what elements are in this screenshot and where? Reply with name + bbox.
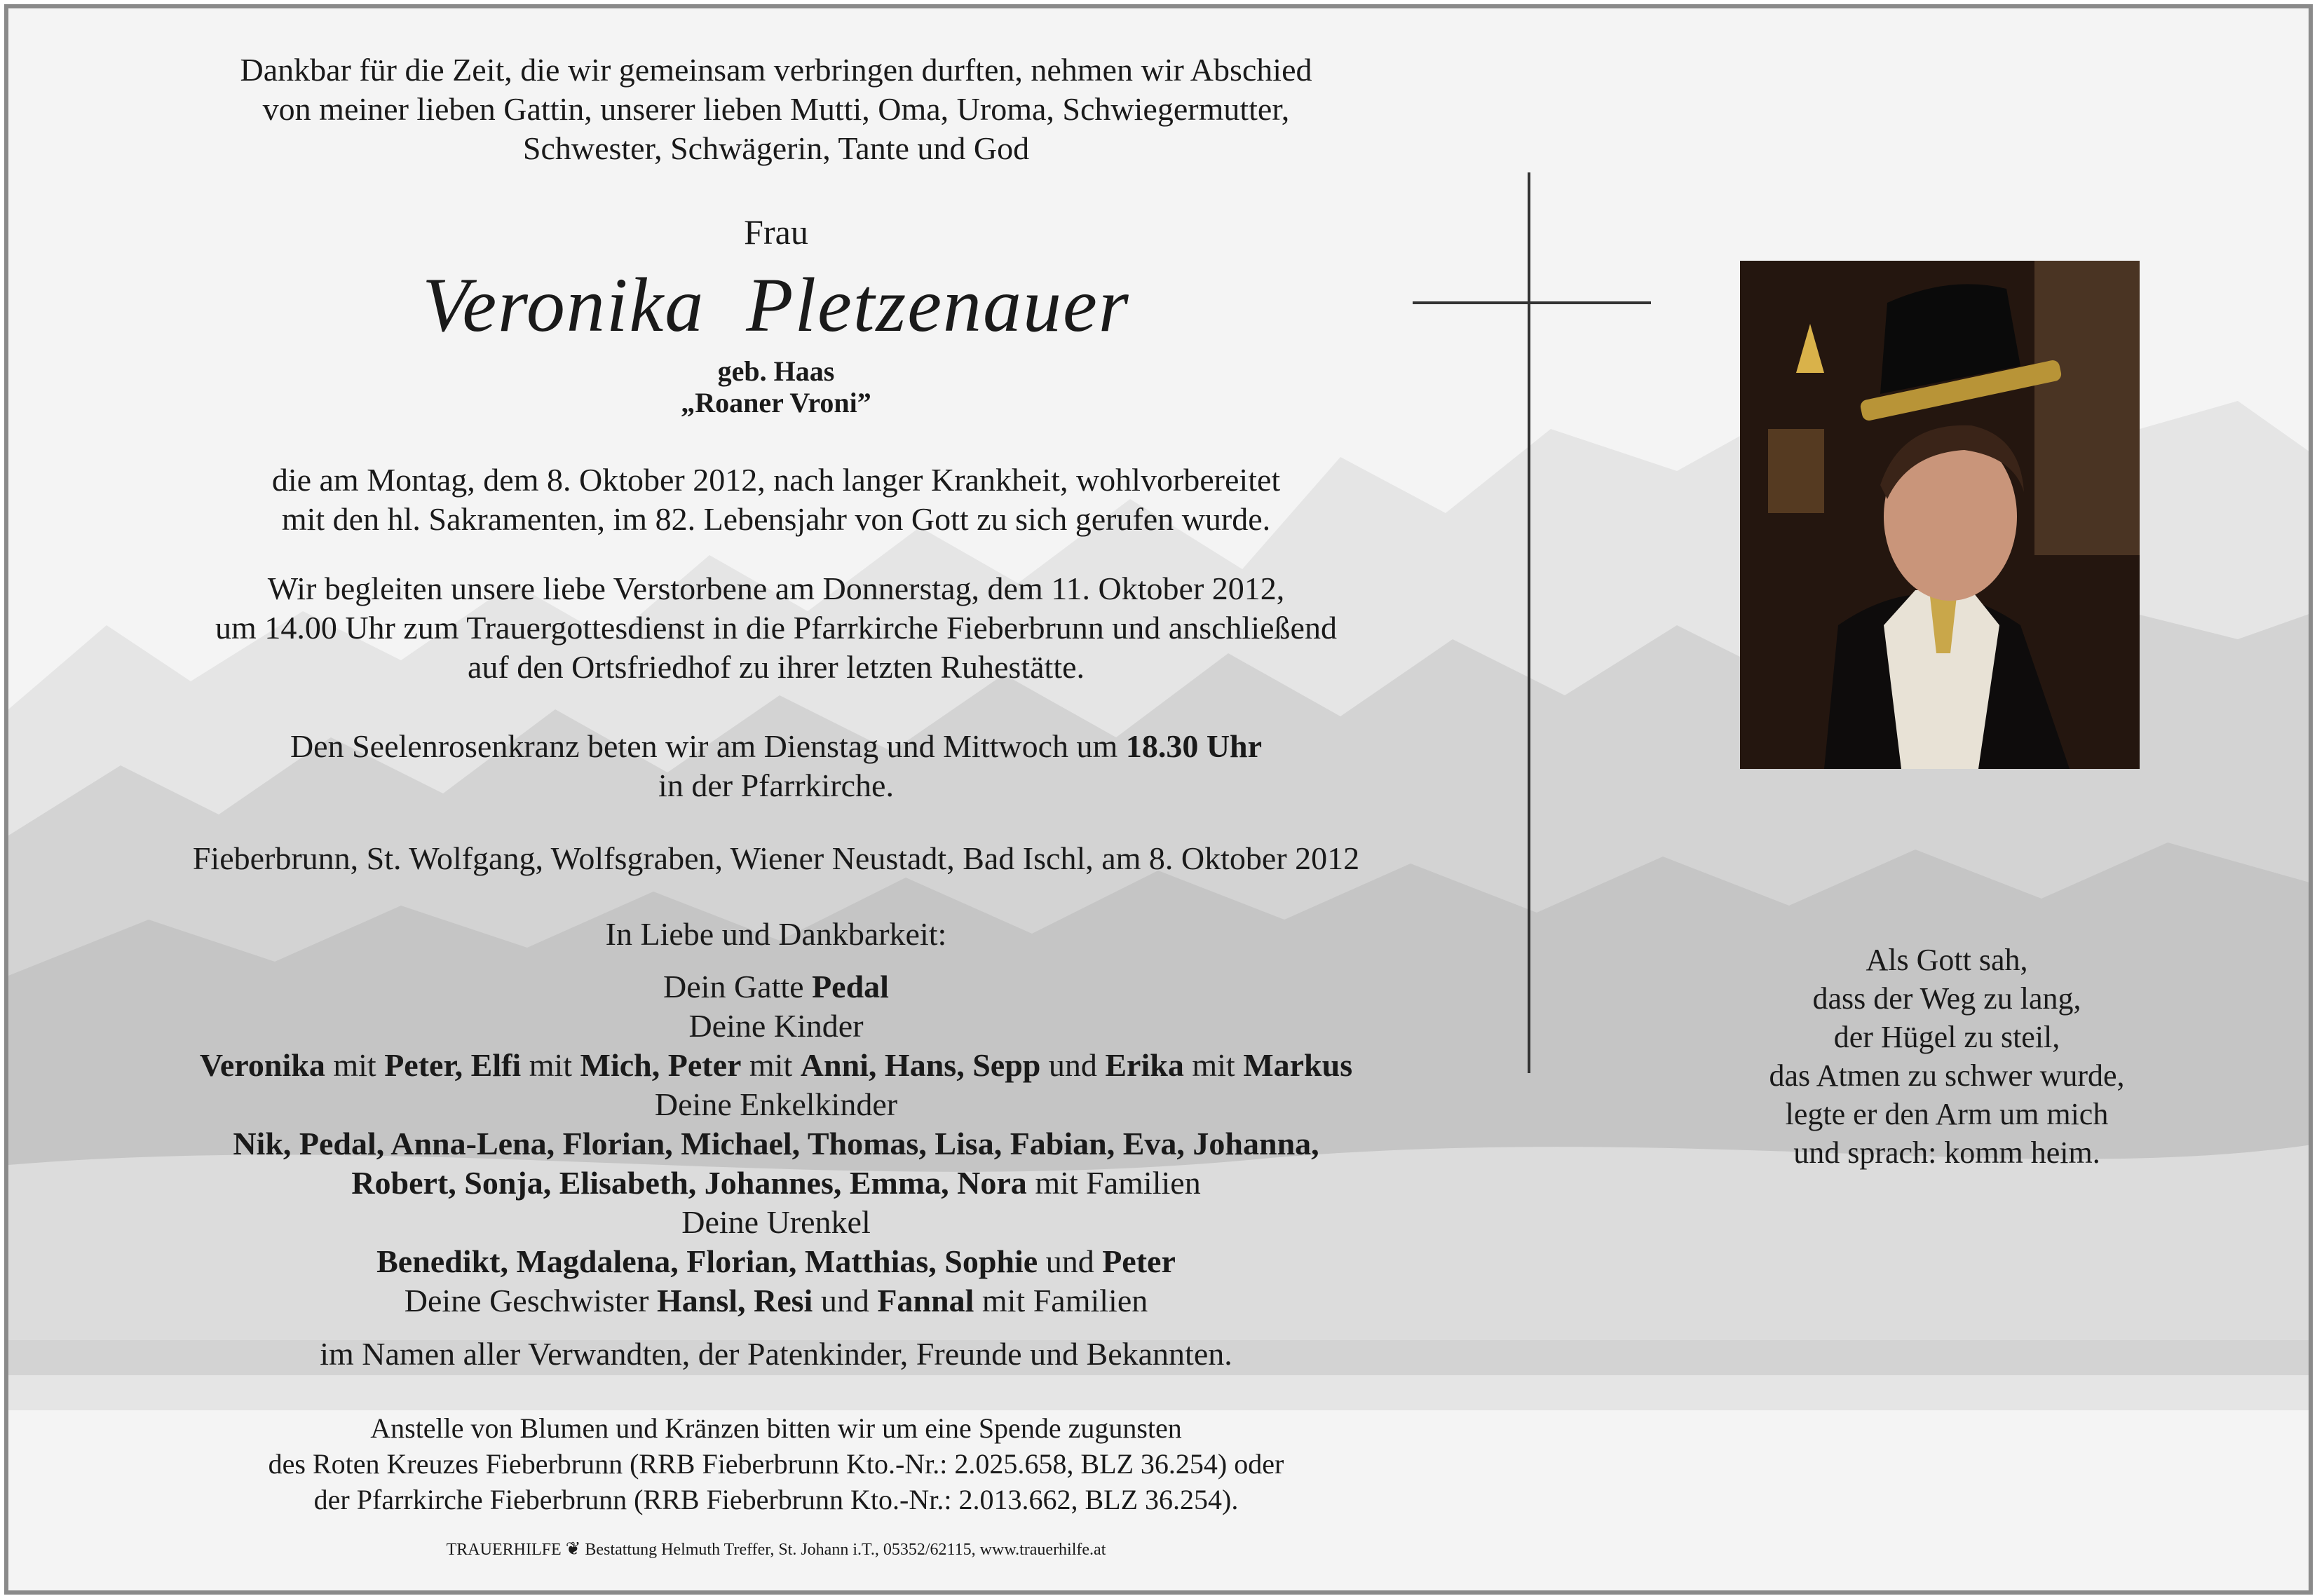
name-run: Deine Geschwister: [404, 1283, 657, 1318]
grandchildren-label: Deine Enkelkinder: [654, 1086, 898, 1122]
name-run: und: [1038, 1243, 1103, 1279]
intro-line: Schwester, Schwägerin, Tante und God: [522, 130, 1030, 166]
poem-line: Als Gott sah,: [1866, 943, 2028, 977]
obituary-card: [4, 4, 2313, 1595]
rosary-notice: [29, 727, 1523, 805]
grandchildren-line: [29, 1164, 1523, 1203]
name-run: mit: [325, 1047, 385, 1083]
leaf-icon: ❦: [565, 1539, 581, 1559]
name-run: mit: [521, 1047, 580, 1083]
poem-line: dass der Weg zu lang,: [1812, 981, 2081, 1016]
name-run: und: [1040, 1047, 1106, 1083]
name-run: Anni, Hans, Sepp: [800, 1047, 1041, 1083]
poem-line: der Hügel zu steil,: [1833, 1020, 2060, 1054]
salutation: Frau: [744, 212, 808, 252]
family-list: [29, 967, 1523, 1321]
place-date: Fieberbrunn, St. Wolfgang, Wolfsgraben, Wiener Neustadt, Bad Ischl, am 8. Oktober 2012: [192, 840, 1360, 876]
deceased-name: Veronika Pletzenauer: [422, 262, 1130, 348]
name-run: Hansl, Resi: [656, 1283, 813, 1318]
relatives-line: im Namen aller Verwandten, der Patenkinder, Freunde und Bekannten.: [320, 1336, 1232, 1372]
poem-line: und sprach: komm heim.: [1793, 1135, 2100, 1170]
funeral-line: auf den Ortsfriedhof zu ihrer letzten Ruhestätte.: [467, 649, 1085, 685]
poem: [1691, 941, 2203, 1172]
grandchildren-line: Nik, Pedal, Anna-Lena, Florian, Michael, Thomas, Lisa, Fabian, Eva, Johanna,: [233, 1126, 1319, 1161]
name-run: Peter, Elfi: [384, 1047, 522, 1083]
rosary-time: 18.30 Uhr: [1125, 728, 1263, 764]
husband-label: Dein Gatte: [663, 969, 813, 1004]
poem-line: das Atmen zu schwer wurde,: [1769, 1058, 2125, 1093]
donation-line: Anstelle von Blumen und Kränzen bitten wir um eine Spende zugunsten: [370, 1412, 1182, 1444]
footer-brand: TRAUERHILFE: [446, 1541, 562, 1559]
name-run: Veronika: [199, 1047, 325, 1083]
footer-text: Bestattung Helmuth Treffer, St. Johann i.T., 05352/62115, www.trauerhilfe.at: [585, 1541, 1106, 1559]
nickname: „Roaner Vroni”: [681, 387, 871, 418]
death-notice-line: die am Montag, dem 8. Oktober 2012, nach langer Krankheit, wohlvorbereitet: [271, 462, 1281, 498]
grandchildren-suffix: mit Familien: [1026, 1165, 1201, 1201]
children-label: Deine Kinder: [688, 1008, 864, 1044]
funeral-notice: [29, 569, 1523, 687]
donation-notice: [29, 1410, 1523, 1517]
love-line: In Liebe und Dankbarkeit:: [605, 916, 947, 952]
cross-icon: [1528, 172, 1530, 1073]
name-run: mit: [1183, 1047, 1244, 1083]
name-run: Erika: [1105, 1047, 1184, 1083]
donation-line: der Pfarrkirche Fieberbrunn (RRB Fieberbrunn Kto.-Nr.: 2.013.662, BLZ 36.254).: [313, 1484, 1239, 1515]
cross-icon-bar: [1413, 301, 1651, 304]
husband-line: [29, 967, 1523, 1007]
rosary-line: in der Pfarrkirche.: [658, 768, 894, 803]
name-run: Fannal: [877, 1283, 974, 1318]
great-grandchildren-line: [29, 1242, 1523, 1281]
name-run: mit Familien: [974, 1283, 1148, 1318]
name-run: Mich, Peter: [580, 1047, 742, 1083]
name-run: und: [813, 1283, 878, 1318]
donation-line: des Roten Kreuzes Fieberbrunn (RRB Fieberbrunn Kto.-Nr.: 2.025.658, BLZ 36.254) oder: [268, 1448, 1284, 1480]
intro-line: Dankbar für die Zeit, die wir gemeinsam verbringen durften, nehmen wir Abschied: [240, 52, 1312, 88]
funeral-line: um 14.00 Uhr zum Trauergottesdienst in die Pfarrkirche Fieberbrunn und anschließend: [215, 610, 1337, 646]
death-notice-line: mit den hl. Sakramenten, im 82. Lebensjahr von Gott zu sich gerufen wurde.: [281, 501, 1271, 537]
name-run: mit: [741, 1047, 801, 1083]
birth-name: geb. Haas: [717, 355, 835, 387]
poem-line: legte er den Arm um mich: [1785, 1097, 2109, 1131]
intro-line: von meiner lieben Gattin, unserer lieben Mutti, Oma, Uroma, Schwiegermutter,: [262, 91, 1290, 127]
death-notice: [29, 461, 1523, 539]
husband-name: Pedal: [812, 969, 889, 1004]
rosary-text: Den Seelenrosenkranz beten wir am Dienstag und Mittwoch um: [290, 728, 1126, 764]
portrait-image: [1740, 261, 2140, 769]
siblings-line: [29, 1281, 1523, 1321]
intro-text: [29, 50, 1523, 168]
name-run: Peter: [1102, 1243, 1176, 1279]
name-run: Markus: [1243, 1047, 1353, 1083]
portrait-photo: [1740, 261, 2140, 769]
name-run: Benedikt, Magdalena, Florian, Matthias, Sophie: [376, 1243, 1038, 1279]
footer: [29, 1539, 1523, 1560]
funeral-line: Wir begleiten unsere liebe Verstorbene am Donnerstag, dem 11. Oktober 2012,: [267, 571, 1285, 606]
great-grandchildren-label: Deine Urenkel: [681, 1204, 871, 1240]
grandchildren-names: Robert, Sonja, Elisabeth, Johannes, Emma, Nora: [351, 1165, 1027, 1201]
rosary-line: [29, 727, 1523, 766]
children-line: [29, 1046, 1523, 1085]
